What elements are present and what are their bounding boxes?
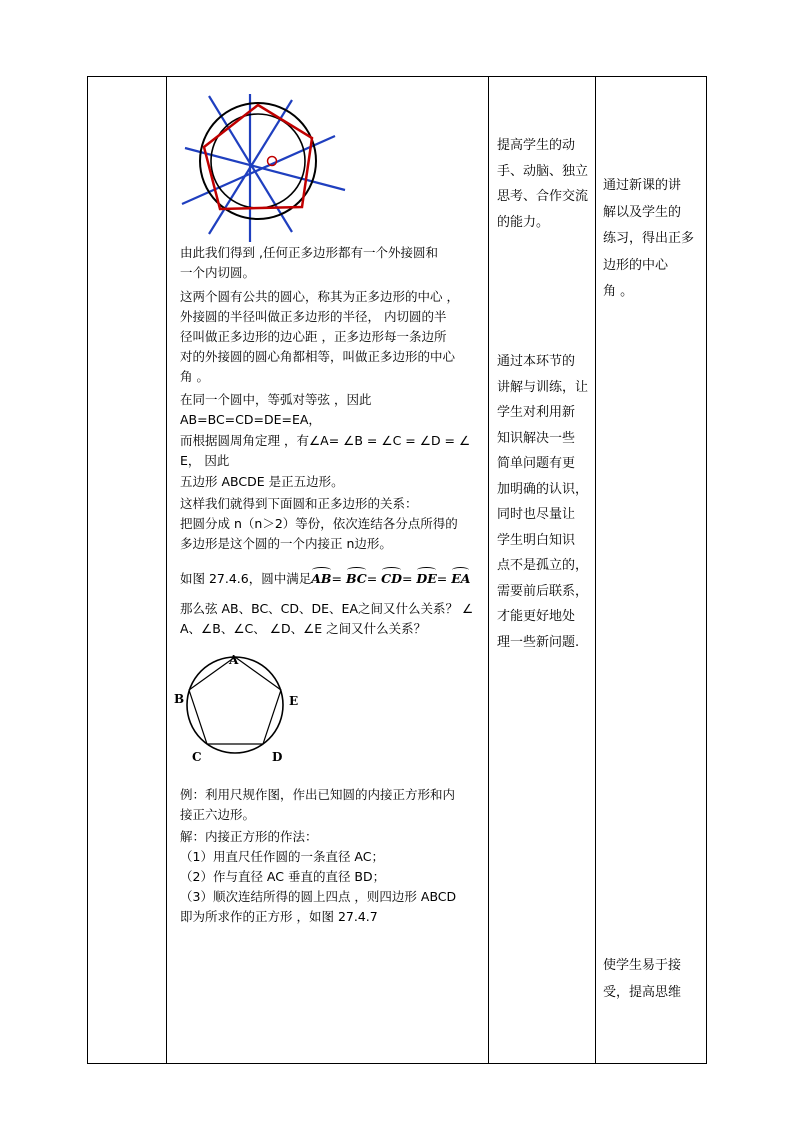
paragraph-regular-pentagon: 五边形 ABCDE 是正五边形。 (180, 474, 344, 489)
paragraph-relationship: 这样我们就得到下面圆和正多边形的关系： 把圆分成 n（n＞2）等份，依次连结各分点所得的 多边形是这个圆的一个内接正 n边形。 (180, 496, 458, 551)
purpose-cell (490, 77, 595, 1063)
purpose-text-2: 通过本环节的 讲解与训练，让 学生对利用新 知识解决一些 简单问题有更 加明确的认识， 同时也尽量让 学生明白知识 点不是孤立的， 需要前后联系， 才能更好地处 理一些新问题. (497, 354, 589, 650)
arc-ea: EA (451, 569, 470, 589)
vertex-label-b: B (174, 692, 185, 706)
paragraph-equal-chords: 在同一个圆中，等弧对等弦 ，因此 AB=BC=CD=DE=EA， (180, 392, 372, 427)
arc-de: DE (416, 569, 436, 589)
vertex-label-c: C (192, 750, 202, 764)
inscribed-circumscribed-figure (92, 92, 352, 242)
arcs-prefix: 如图 27.4.6，圆中满足 (180, 571, 312, 586)
intent-text-1: 通过新课的讲 解以及学生的 练习，得出正多 边形的中心 角 。 (603, 178, 695, 299)
vertex-label-a: A (229, 653, 239, 667)
arc-cd: CD (381, 569, 402, 589)
design-intent-cell (596, 77, 706, 1063)
paragraph-solution: 解：内接正方形的作法： （1）用直尺任作圆的一条直径 AC； （2）作与直径 AC 垂直的直径 BD； （3）顺次连结所得的圆上四点 ，则四边形 ABCD 即为所求作的正方形 ，如图 27.4.7 (180, 829, 457, 924)
inscribed-circle (211, 114, 305, 208)
paragraph-arcs: 如图 27.4.6，圆中满足AB= BC= CD= DE= EA (180, 569, 470, 589)
paragraph-question: 那么弦 AB、BC、CD、DE、EA之间又什么关系？ ∠ A、∠B、∠C、 ∠D、∠E 之间又什么关系？ (180, 601, 474, 636)
pentagon-figure (170, 650, 310, 770)
purpose-text-1: 提高学生的动 手、动脑、独立 思考、合作交流 的能力。 (497, 138, 589, 230)
symmetry-lines (182, 94, 345, 242)
paragraph-circles: 由此我们得到 ,任何正多边形都有一个外接圆和 一个内切圆。 (180, 245, 438, 280)
paragraph-center-definition: 这两个圆有公共的圆心，称其为正多边形的中心 ， 外接圆的半径叫做正多边形的半径， 内切圆的半 径叫做正多边形的边心距 ，正多边形每一条边所 对的外接圆的圆心角都相等，叫做正多边形的中心 角 。 (180, 289, 459, 384)
vertex-label-e: E (289, 694, 299, 708)
arc-bc: BC (346, 569, 367, 589)
paragraph-example: 例：利用尺规作图，作出已知圆的内接正方形和内 接正六边形。 (180, 787, 456, 822)
intent-text-2: 使学生易于接 受，提高思维 (603, 958, 682, 1000)
paragraph-inscribed-angles: 而根据圆周角定理 ，有∠A= ∠B = ∠C = ∠D = ∠ E， 因此 (180, 433, 471, 468)
vertex-label-d: D (272, 750, 283, 764)
figure-circle (187, 657, 283, 753)
arc-ab: AB (311, 569, 331, 589)
